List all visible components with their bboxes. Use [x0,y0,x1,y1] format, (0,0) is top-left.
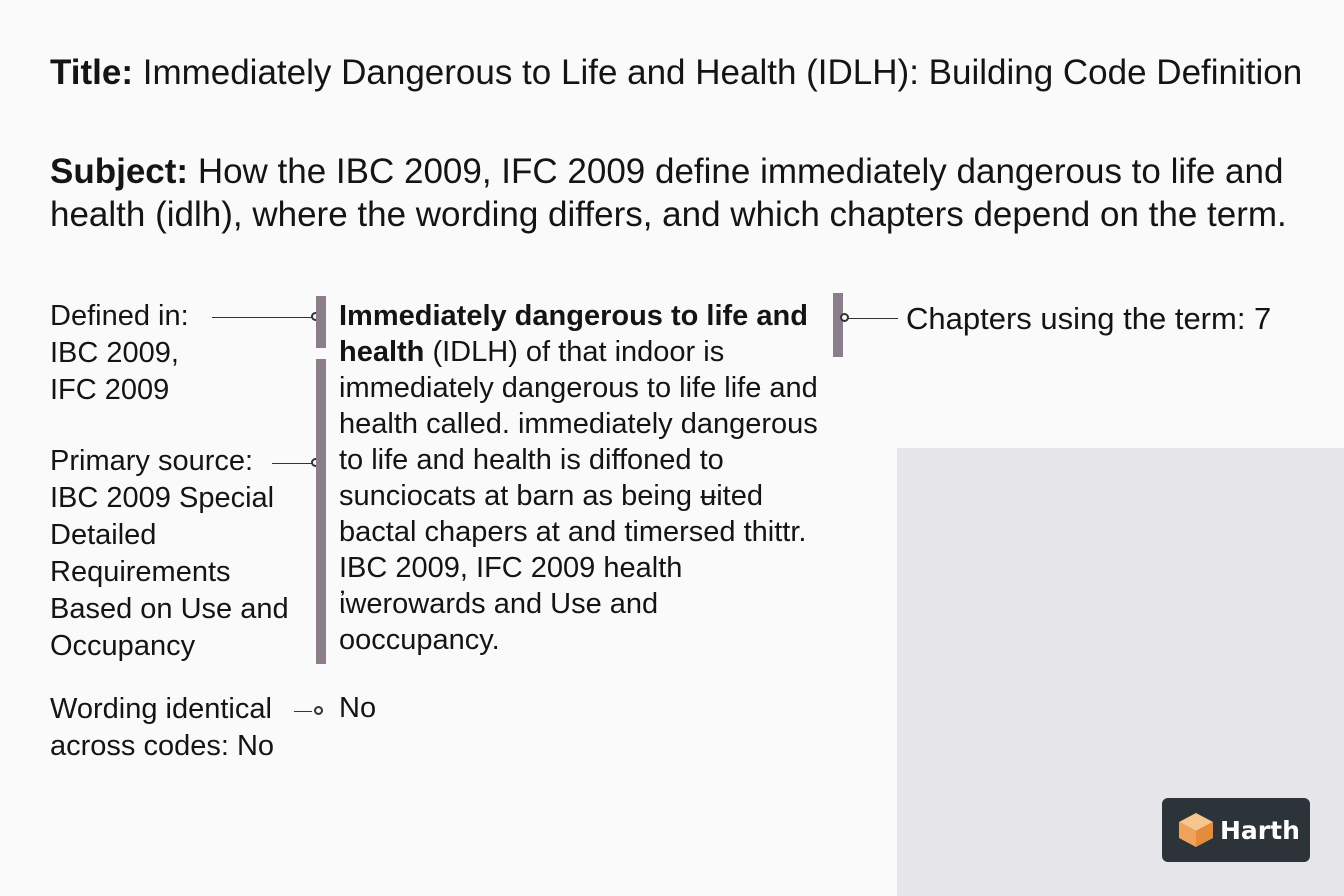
harth-logo [1162,798,1310,862]
defined-in-label [50,298,189,409]
defined-in-code-2: IFC 2009 [50,374,170,406]
primary-source-line-1: IBC 2009 Special [50,482,275,514]
document-subject [50,150,1320,236]
definition-bar-main [316,359,326,664]
subject-label: Subject: [50,152,189,191]
chapters-connector [846,318,898,319]
definition-text [339,298,819,658]
logo-text: Harth [1220,815,1300,845]
primary-source-label [50,443,289,665]
chapters-dot [840,313,849,322]
wording-line-1: Wording identical [50,693,272,725]
primary-source-connector [272,463,312,464]
primary-source-heading: Primary source: [50,445,254,477]
title-label: Title: [50,53,133,92]
chapters-count-text: Chapters using the term: 7 [906,301,1272,336]
subject-text: How the IBC 2009, IFC 2009 define immediately dangerous to life and health (idlh), where the wording differs, and which chapters depend on the term. [50,152,1287,234]
primary-source-line-2: Detailed [50,519,157,551]
definition-body: (IDLH) of that indoor is immediately dangerous to life life and health called. immediately dangerous to life and health is diffoned to sunciocats at barn as being ʉited bactal chapers at and timersed thittr. IBC 2009, IFC 2009 health ἰwerowards and Use and ooccupancy. [339,336,818,656]
primary-source-line-5: Occupancy [50,630,196,662]
chapters-bar [833,293,843,357]
wording-answer: No [339,692,377,724]
cube-logo-icon [1176,811,1216,849]
document-title [50,50,1320,96]
wording-identical-label [50,691,274,765]
wording-connector [294,711,312,712]
defined-in-code-1: IBC 2009, [50,337,179,369]
defined-in-heading: Defined in: [50,300,189,332]
definition-term: Immediately dangerous to life and health [339,300,808,368]
defined-in-connector [212,317,312,318]
definition-bar-top [316,296,326,348]
wording-line-2: across codes: No [50,730,275,762]
title-text: Immediately Dangerous to Life and Health (IDLH): Building Code Definition [142,53,1303,92]
primary-source-line-4: Based on Use and [50,593,289,625]
wording-dot [314,706,323,715]
primary-source-line-3: Requirements [50,556,231,588]
